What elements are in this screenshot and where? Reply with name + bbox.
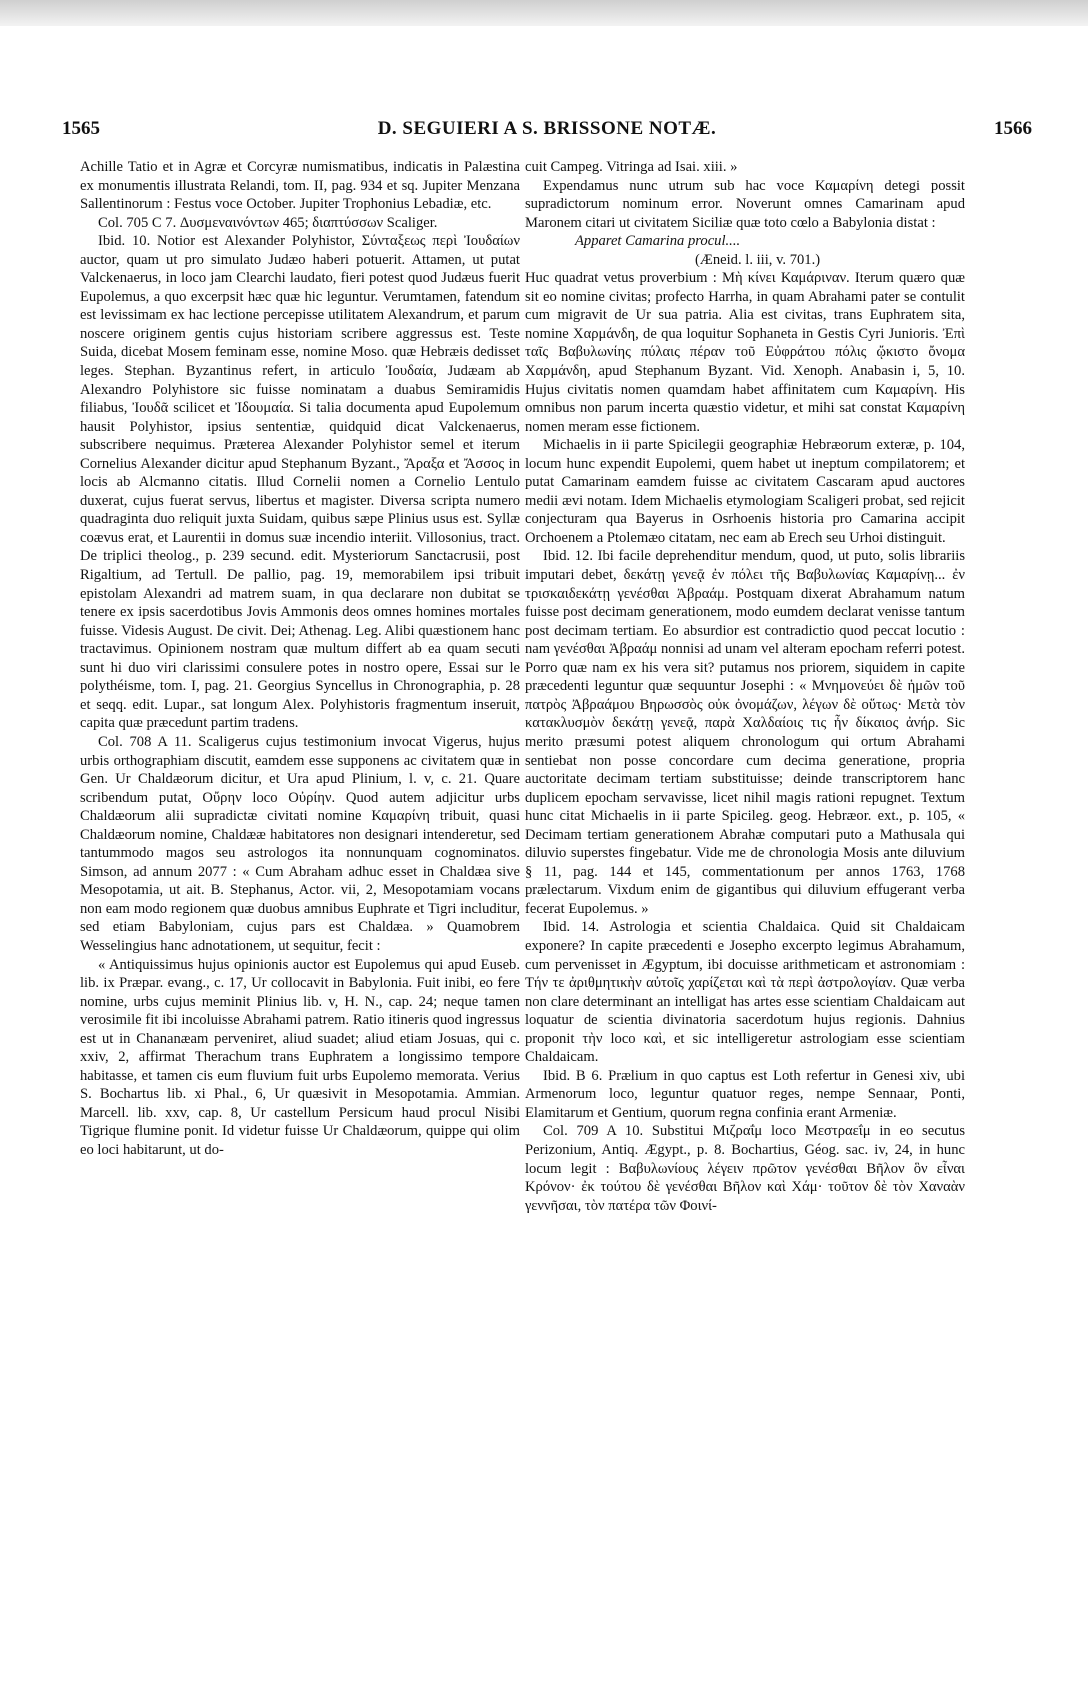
paragraph: Michaelis in ii parte Spicilegii geographiæ Hebræorum exteræ, p. 104, locum hunc expendit Eupolemi, quem habet ut ineptum compilatorem; et putat Camarinam eamdem fuisse ac civitatem Cascaram apud auctores medii ævi notam. Idem Michaelis etymologiam Scaligeri probat, sed rejicit conjecturam qua Bayerus in Osrhoenis historia pro Camarina accipit Orchoenem a Ptolemæo citatam, nec eam ab Erech seu Urhoi distinguit. xyxy=(525,437,965,546)
paragraph: Achille Tatio et in Agræ et Corcyræ numismatibus, indicatis in Palæstina ex monumentis illustrata Relandi, tom. II, pag. 934 et sq. Jupiter Menzana Sallentinorum : Festus voce October. Jupiter Trophonius Lebadiæ, etc. xyxy=(80,159,520,213)
right-column xyxy=(525,158,965,1215)
page-number-right: 1566 xyxy=(994,118,1032,139)
paragraph: Expendamus nunc utrum sub hac voce Καμαρίνη detegi possit supradictorum nominum error. Noverunt omnes Camarinam apud Maronem citari ut civitatem Siciliæ quæ toto cœlo a Babylonia distat : xyxy=(525,177,965,231)
paragraph: Col. 709 A 10. Substitui Μιζραΐμ loco Μεστραεΐμ in eo secutus Perizonium, Antiq. Ægypt., p. 8. Bochartius, Géog. sac. iv, 24, in hunc locum legit : Βαβυλωνίους λέγειν πρῶτον γενέσθαι Βῆλον ὃν εἶναι Κρόνον· ἐκ τούτου δὲ γενέσθαι Βῆλον καὶ Χάμ· τοῦτον δὲ τὸν Χαναὰν γεννῆσαι, τὸν πατέρα τῶν Φοινί- xyxy=(525,1123,965,1214)
paragraph: Ibid. 10. Notior est Alexander Polyhistor, Σύνταξεως περὶ Ἰουδαίων auctor, quam ut pro simulato Judæo haberi potuerit. Attamen, ut putat Valckenaerus, in loco jam Clearchi laudato, fieri potest quod Judæus fuerit Eupolemus, a quo excerpsit hæc quæ hic leguntur. Verumtamen, fatendum est levissimam ex hac lectione percepisse utilitatem Alexandrum, et parum noscere originem gentis cujus historiam scribere aggressus est. Teste Suida, dicebat Mosem feminam esse, nomine Moso. quæ Hebræis dedisset leges. Stephan. Byzantinus refert, in articulo Ἰουδαία, Judæam ab Alexandro Polyhistore sic fuisse nominatam a duabus Semiramidis filiabus, Ἰουδᾶ scilicet et Ἰδουμαία. Si talia documenta apud Eupolemum hausit Polyhistor, ipsius sententiæ, quidquid dicat Valckenaerus, subscribere nequimus. Præterea Alexander Polyhistor semel et iterum Cornelius Alexander dicitur apud Stephanum Byzant., Ἄραξα et Ἄσσος in locis ab Alcmanno citatis. Illud Cornelii nomen a Cornelio Lentulo duxerat, cujus fuerat servus, libertus et magister. Diversa scripta numero quadraginta duo reliquit juxta Suidam, quibus sæpe Plinius usus est. Syllæ coævus erat, et Laurentii in domus suæ incendio interiit. Villosonius, tract. De triplici theolog., p. 239 secund. edit. Mysteriorum Sanctacrusii, post Rigaltium, ad Tertull. De pallio, pag. 19, memorabilem ipsi tribuit epistolam Alexandri ad matrem suam, in qua declarare non dubitat se tenere ex ipsis sacerdotibus Jovis Ammonis deos omnes homines mortales fuisse. Videsis August. De civit. Dei; Athenag. Leg. Alibi quæstionem hanc tractavimus. Opinionem nostram quæ multum differt ab ea quam secuti sunt hi duo viri clarissimi consulere potes in nostro opere, Essai sur le polythéisme, tom. I, pag. 21. Georgius Syncellus in Chronographia, p. 28 et seqq. edit. Lupar., sat longum Alex. Polyhistoris fragmentum inseruit, capita quæ præcedunt partim tradens. xyxy=(80,233,520,732)
running-title: D. SEGUIERI A S. BRISSONE NOTÆ. xyxy=(377,118,717,139)
page-header xyxy=(62,118,1032,148)
verse-quote: Apparet Camarina procul.... xyxy=(575,233,741,250)
paragraph: Col. 705 C 7. Δυσμεναινόντων 465; διαπτύσσων Scaliger. xyxy=(98,214,438,231)
page-number-left: 1565 xyxy=(62,118,100,139)
paragraph: Ibid. B 6. Prælium in quo captus est Loth refertur in Genesi xiv, ubi Armenorum loco, leguntur quatuor reges, nempe Sennaar, Ponti, Elamitarum et Gentium, quorum regna confinia erant Armeniæ. xyxy=(525,1067,965,1121)
paragraph: « Antiquissimus hujus opinionis auctor est Eupolemus qui apud Euseb. lib. ix Præpar. evang., c. 17, Ur collocavit in Babylonia. Fuit inibi, eo fere nomine, urbs cujus meminit Plinius lib. v, H. N., cap. 24; neque tamen verosimile fit ibi incoluisse Abrahami patrem. Ratio itineris quod ingressus est ut in Chananæam perveniret, aliud suadet; aliud etiam Josuas, qui c. xxiv, 2, affirmat Therachum trans Euphratem a longissimo tempore habitasse, et tamen cis eum fluvium fuit urbs Eupolemo memorata. Verius S. Bochartus lib. xi Phal., 6, Ur quæsivit in Mesopotamia. Ammian. Marcell. lib. xxv, cap. 8, Ur castellum Persicum haud procul Nisibi Tigrique flumine ponit. Id videtur fuisse Ur Chaldæorum, quippe qui olim eo loci habitarunt, ut do- xyxy=(80,956,520,1158)
paragraph: cuit Campeg. Vitringa ad Isai. xiii. » xyxy=(525,159,738,175)
paragraph: Ibid. 12. Ibi facile deprehenditur mendum, quod, ut puto, solis librariis imputari debet, δεκάτῃ γενεᾷ ἐν πόλει τῆς Βαβυλωνίας Καμαρίνῃ... ἐν τρισκαιδεκάτῃ γενέσθαι Ἀβραάμ. Postquam dixerat Abrahamum natum fuisse post decimam generationem, modo eumdem declarat venisse tantum post decimam tertiam. Eo absurdior est contradictio quod peccat locutio : nam γενέσθαι Ἀβραάμ nonnisi ad unam vel alteram epocham referri potest. Porro quæ nam ex his vera sit? putamus nos priorem, siquidem in capite præcedenti leguntur quæ sequuntur Josephi : « Μνημονεύει δὲ ἡμῶν τοῦ πατρὸς Ἀβραάμου Βηρωσσὸς οὐκ ὀνομάζων, λέγων δὲ οὕτως· Μετὰ τὸν κατακλυσμὸν δεκάτῃ γενεᾷ, παρὰ Χαλδαίοις τις ἦν δίκαιος ἀνήρ. Sic merito præsumi potest aliquem chronologum qui ortum Abrahami sentiebat non posse concordare cum decima generatione, propria auctoritate decimam tertiam substituisse; deinde transcriptorem hanc duplicem epocham servavisse, licet nihil magis rationi repugnet. Textum hunc citat Michaelis in ii parte Spicileg. geog. Hebræor. ext., p. 105, « Decimam tertiam generationem Abrahæ computari puto a Mathusala qui diluvio superstes fingebatur. Vide me de chronologia Mosis ante diluvium § 11, pag. 144 et 145, commentationum per annos 1763, 1768 prælectarum. Vixdum enim de gigantibus qui diluvium effugerant verba fecerat Eupolemus. » xyxy=(525,548,965,917)
verse-citation: (Æneid. l. iii, v. 701.) xyxy=(695,251,821,268)
page-top-edge xyxy=(0,0,1088,26)
left-column xyxy=(80,158,520,1160)
paragraph: Col. 708 A 11. Scaligerus cujus testimonium invocat Vigerus, hujus urbis orthographiam discutit, eamdem esse supponens ac civitatem quæ in Gen. Ur Chaldæorum dicitur, et Ura apud Plinium, l. v, c. 21. Quare scribendum putat, Οὔρην loco Οὐρίην. Quod autem adjicitur urbs Chaldæorum alii supradictæ civitati nomine Καμαρίνη tribuit, quasi Chaldæorum nomine, Chaldææ habitatores non designari intenderetur, sed tantummodo magos seu astrologos ita nonnunquam cognominatos. Simson, ad annum 2077 : « Cum Abraham adhuc esset in Chaldæa sive Mesopotamia, ut ait. B. Stephanus, Actor. vii, 2, Mesopotamiam vocans non eam modo regionem quæ duobus amnibus Euphrate et Tigri includitur, sed etiam Babyloniam, cujus pars est Chaldæa. » Quamobrem Wesselingius hanc adnotationem, ut sequitur, fecit : xyxy=(80,733,520,954)
paragraph: Ibid. 14. Astrologia et scientia Chaldaica. Quid sit Chaldaicam exponere? In capite præcedenti e Josepho excerpto legimus Abrahamum, cum pervenisset in Ægyptum, ibi docuisse arithmeticam et astronomiam : Τήν τε ἀριθμητικὴν αὐτοῖς χαρίζεται καὶ τὰ περὶ ἀστρολογίαν. Quæ verba non clare determinant an intelligat has artes esse scientiam Chaldaicam aut loquatur de scientia divinatoria sacerdotum hujus regionis. Dahnius proponit τὴν loco καὶ, et sic intelligeretur astrologiam esse scientiam Chaldaicam. xyxy=(525,919,965,1066)
paragraph: Huc quadrat vetus proverbium : Μὴ κίνει Καμάριναν. Iterum quæro quæ sit eo nomine civitas; profecto Harrha, in quam Abrahami pater se contulit cum migravit de Ur sua patria. Alia est civitas, trans Euphratem sita, nomine Χαρμάνδη, de qua loquitur Sophaneta in Gestis Cyri Junioris. Ἐπὶ ταῖς Βαβυλωνίης πύλαις πέραν τοῦ Εὐφράτου πόλις ᾤκιστο ὄνομα Χαρμάνδη, apud Stephanum Byzant. Vid. Xenoph. Anabasin i, 5, 10. Hujus civitatis nomen quamdam habet affinitatem cum Καμαρίνη. His omnibus non parum incerta quæstio videtur, et mihi sat constat Καμαρίνη nomen meram esse fictionem. xyxy=(525,270,965,435)
